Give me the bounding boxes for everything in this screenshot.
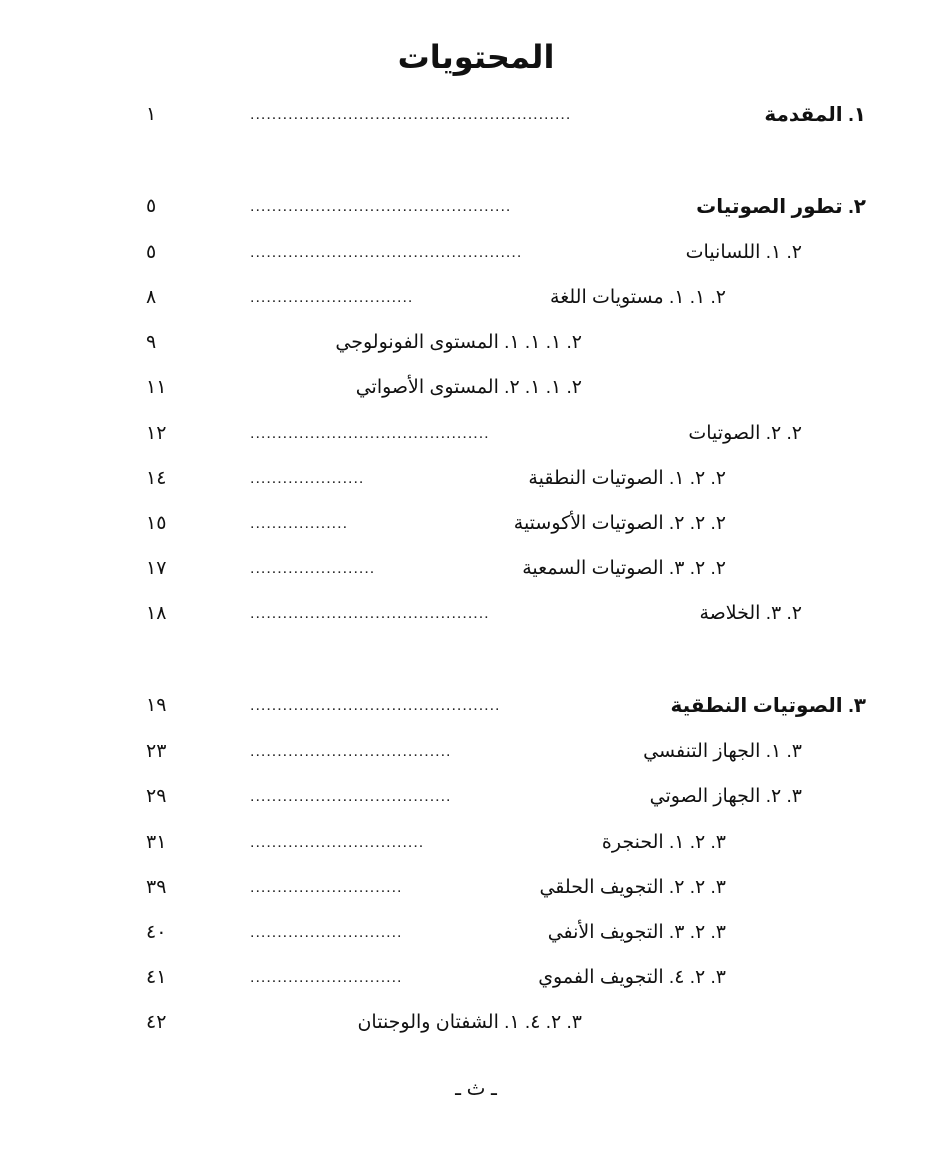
toc-row <box>0 281 952 315</box>
leader-dots: ............................................ <box>250 425 490 442</box>
toc-row <box>0 552 952 586</box>
toc-page-number: ١٥ <box>146 513 167 534</box>
toc-row <box>0 462 952 496</box>
toc-row <box>0 689 952 723</box>
leader-dots: .............................................. <box>250 697 501 714</box>
toc-entry-label: ٢. ١. ١. ١. المستوى الفونولوجي <box>335 332 582 353</box>
toc-row <box>0 871 952 905</box>
toc-row <box>0 735 952 769</box>
toc-row <box>0 98 952 132</box>
toc-entry-label: ٢. ١. ١. مستويات اللغة <box>550 287 726 308</box>
toc-row <box>0 507 952 541</box>
leader-dots: ....................... <box>250 560 376 577</box>
toc-page-number: ١٨ <box>146 603 167 624</box>
toc-entry-label: ٣. الصوتيات النطقية <box>670 695 866 717</box>
leader-dots: ................................................ <box>250 198 512 215</box>
toc-entry-label: ٣. ٢. ١. الحنجرة <box>601 832 726 853</box>
leader-dots: .................. <box>250 515 349 532</box>
toc-entry-label: ٢. تطور الصوتيات <box>696 196 866 218</box>
leader-dots: ............................................ <box>250 605 490 622</box>
page-footer-number: ـ ث ـ <box>455 1078 497 1100</box>
toc-row <box>0 371 952 405</box>
toc-page-number: ٣٩ <box>146 877 167 898</box>
toc-entry-label: ٣. ٢. الجهاز الصوتي <box>649 786 802 807</box>
toc-entry-label: ٢. ٢. الصوتيات <box>688 423 802 444</box>
toc-page-number: ١٤ <box>146 468 167 489</box>
leader-dots: ............................ <box>250 879 403 896</box>
toc-entry-label: ٣. ٢. ٣. التجويف الأنفي <box>547 922 726 943</box>
leader-dots: ..................... <box>250 470 365 487</box>
leader-dots: .............................. <box>250 289 414 306</box>
toc-page-number: ٨ <box>146 287 157 308</box>
toc-page-number: ٢٣ <box>146 741 167 762</box>
page-title: المحتويات <box>397 39 555 75</box>
toc-entry-label: ٣. ٢. ٢. التجويف الحلقي <box>539 877 726 898</box>
toc-page-number: ١٢ <box>146 423 167 444</box>
toc-row <box>0 961 952 995</box>
leader-dots: ..................................... <box>250 743 452 760</box>
leader-dots: ........................................................... <box>250 106 572 123</box>
toc-entry-label: ٣. ٢. ٤. التجويف الفموي <box>538 967 726 988</box>
toc-page-number: ٥ <box>146 196 157 217</box>
toc-page-number: ١١ <box>146 377 167 398</box>
toc-entry-label: ٣. ٢. ٤. ١. الشفتان والوجنتان <box>357 1012 582 1033</box>
toc-row <box>0 190 952 224</box>
toc-entry-label: ٢. ٢. ١. الصوتيات النطقية <box>528 468 726 489</box>
leader-dots: .................................................. <box>250 244 523 261</box>
toc-page-number: ١٩ <box>146 695 167 716</box>
toc-page-number: ٤٢ <box>146 1012 167 1033</box>
toc-entry-label: ١. المقدمة <box>764 104 866 126</box>
toc-page-number: ١ <box>146 104 157 125</box>
toc-page-number: ٤١ <box>146 967 167 988</box>
toc-row <box>0 326 952 360</box>
toc-page-number: ٢٩ <box>146 786 167 807</box>
leader-dots: ..................................... <box>250 788 452 805</box>
toc-page-number: ٣١ <box>146 832 167 853</box>
toc-page-number: ١٧ <box>146 558 167 579</box>
leader-dots: ............................ <box>250 924 403 941</box>
toc-row <box>0 780 952 814</box>
toc-row <box>0 236 952 270</box>
toc-entry-label: ٢. ٣. الخلاصة <box>699 603 802 624</box>
toc-row <box>0 826 952 860</box>
toc-entry-label: ٢. ١. ١. ٢. المستوى الأصواتي <box>355 377 582 398</box>
toc-entry-label: ٣. ١. الجهاز التنفسي <box>643 741 802 762</box>
toc-entry-label: ٢. ١. اللسانيات <box>685 242 802 263</box>
toc-row <box>0 417 952 451</box>
toc-page-number: ٤٠ <box>146 922 167 943</box>
toc-entry-label: ٢. ٢. ٢. الصوتيات الأكوستية <box>513 513 726 534</box>
toc-row <box>0 916 952 950</box>
toc-entry-label: ٢. ٢. ٣. الصوتيات السمعية <box>522 558 726 579</box>
toc-row <box>0 1006 952 1040</box>
toc-row <box>0 597 952 631</box>
toc-page-number: ٥ <box>146 242 157 263</box>
toc-page-number: ٩ <box>146 332 157 353</box>
leader-dots: ................................ <box>250 834 425 851</box>
leader-dots: ............................ <box>250 969 403 986</box>
